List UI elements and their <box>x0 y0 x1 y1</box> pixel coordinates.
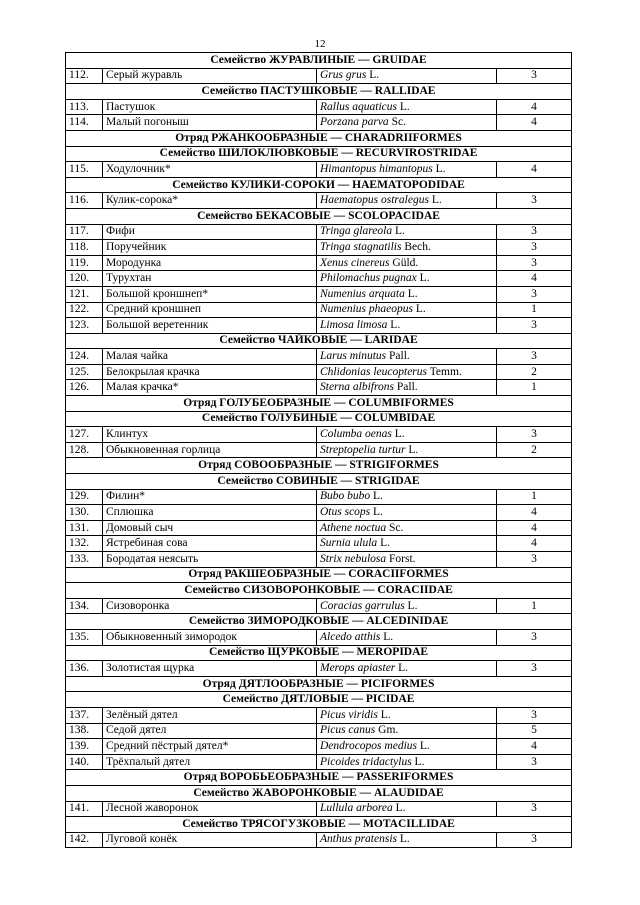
russian-name: Обыкновенный зимородок <box>103 629 317 645</box>
status-category: 3 <box>497 552 572 568</box>
latin-name: Strix nebulosa <box>320 552 387 565</box>
taxon-header-row <box>66 676 572 692</box>
latin-name: Lullula arborea <box>320 802 393 815</box>
latin-name: Picoides tridactylus <box>320 755 412 768</box>
latin-name-cell <box>317 240 497 256</box>
taxon-header: Семейство ЧАЙКОВЫЕ — LARIDAE <box>66 333 572 349</box>
species-row <box>66 520 572 536</box>
species-row <box>66 318 572 334</box>
species-number: 139. <box>66 739 103 755</box>
species-row <box>66 255 572 271</box>
russian-name: Малая чайка <box>103 349 317 365</box>
taxon-header: Семейство СИЗОВОРОНКОВЫЕ — CORACIIDAE <box>66 583 572 599</box>
russian-name: Фифи <box>103 224 317 240</box>
species-row <box>66 552 572 568</box>
species-row <box>66 349 572 365</box>
taxon-author: Sc. <box>391 116 406 129</box>
latin-name-cell <box>317 723 497 739</box>
taxon-header-row <box>66 177 572 193</box>
taxon-author: Forst. <box>389 552 416 565</box>
latin-name-cell <box>317 99 497 115</box>
taxon-author: L. <box>435 162 446 175</box>
latin-name: Picus viridis <box>320 708 378 721</box>
species-number: 123. <box>66 318 103 334</box>
taxon-header: Семейство ТРЯСОГУЗКОВЫЕ — MOTACILLIDAE <box>66 817 572 833</box>
species-row <box>66 707 572 723</box>
taxon-header: Семейство ЩУРКОВЫЕ — MEROPIDAE <box>66 645 572 661</box>
taxon-header-row <box>66 208 572 224</box>
species-table-body <box>66 53 572 848</box>
latin-name-cell <box>317 318 497 334</box>
taxon-header: Отряд РАКШЕОБРАЗНЫЕ — CORACIIFORMES <box>66 567 572 583</box>
russian-name: Поручейник <box>103 240 317 256</box>
taxon-header-row <box>66 396 572 412</box>
taxon-author: Temm. <box>429 365 462 378</box>
status-category: 1 <box>497 302 572 318</box>
species-row <box>66 302 572 318</box>
latin-name-cell <box>317 302 497 318</box>
russian-name: Белокрылая крачка <box>103 364 317 380</box>
status-category: 3 <box>497 661 572 677</box>
status-category: 3 <box>497 224 572 240</box>
status-category: 3 <box>497 754 572 770</box>
russian-name: Кулик-сорока* <box>103 193 317 209</box>
status-category: 3 <box>497 832 572 848</box>
status-category: 4 <box>497 271 572 287</box>
species-row <box>66 661 572 677</box>
latin-name: Dendrocopos medius <box>320 739 417 752</box>
latin-name-cell <box>317 739 497 755</box>
species-number: 116. <box>66 193 103 209</box>
russian-name: Домовый сыч <box>103 520 317 536</box>
species-row <box>66 380 572 396</box>
status-category: 1 <box>497 598 572 614</box>
taxon-author: L. <box>398 661 409 674</box>
taxon-header-row <box>66 770 572 786</box>
species-row <box>66 193 572 209</box>
latin-name-cell <box>317 380 497 396</box>
latin-name: Tringa glareola <box>320 225 393 238</box>
russian-name: Трёхпалый дятел <box>103 754 317 770</box>
species-number: 122. <box>66 302 103 318</box>
status-category: 5 <box>497 723 572 739</box>
latin-name-cell <box>317 707 497 723</box>
taxon-header: Семейство ЗИМОРОДКОВЫЕ — ALCEDINIDAE <box>66 614 572 630</box>
status-category: 2 <box>497 442 572 458</box>
russian-name: Ястребиная сова <box>103 536 317 552</box>
latin-name: Otus scops <box>320 506 371 519</box>
russian-name: Золотистая щурка <box>103 661 317 677</box>
latin-name-cell <box>317 162 497 178</box>
taxon-header: Семейство ГОЛУБИНЫЕ — COLUMBIDAE <box>66 411 572 427</box>
species-number: 134. <box>66 598 103 614</box>
latin-name: Streptopelia turtur <box>320 443 406 456</box>
taxon-author: L. <box>373 490 383 503</box>
taxon-header-row <box>66 692 572 708</box>
latin-name-cell <box>317 754 497 770</box>
taxon-author: L. <box>395 802 406 815</box>
status-category: 4 <box>497 536 572 552</box>
taxon-header-row <box>66 567 572 583</box>
taxon-author: Pall. <box>396 381 418 394</box>
status-category: 3 <box>497 286 572 302</box>
taxon-header: Семейство СОВИНЫЕ — STRIGIDAE <box>66 474 572 490</box>
russian-name: Большой кроншнеп* <box>103 286 317 302</box>
species-row <box>66 536 572 552</box>
latin-name: Athene noctua <box>320 521 387 534</box>
russian-name: Бородатая неясыть <box>103 552 317 568</box>
status-category: 3 <box>497 318 572 334</box>
taxon-header-row <box>66 474 572 490</box>
species-number: 121. <box>66 286 103 302</box>
latin-name: Coracias garrulus <box>320 599 405 612</box>
species-row <box>66 286 572 302</box>
taxon-author: L. <box>419 272 430 285</box>
latin-name: Limosa limosa <box>320 318 388 331</box>
latin-name: Haematopus ostralegus <box>320 194 429 207</box>
latin-name: Xenus cinereus <box>320 256 390 269</box>
taxon-header-row <box>66 645 572 661</box>
latin-name: Bubo bubo <box>320 490 371 503</box>
species-number: 142. <box>66 832 103 848</box>
latin-name-cell <box>317 536 497 552</box>
taxon-author: Sc. <box>388 521 404 534</box>
taxon-author: Pall. <box>389 350 410 363</box>
russian-name: Ходулочник* <box>103 162 317 178</box>
latin-name-cell <box>317 442 497 458</box>
russian-name: Мородунка <box>103 255 317 271</box>
species-number: 140. <box>66 754 103 770</box>
russian-name: Малый погоныш <box>103 115 317 131</box>
taxon-author: L. <box>369 69 380 82</box>
taxon-header-row <box>66 146 572 162</box>
species-row <box>66 271 572 287</box>
species-row <box>66 739 572 755</box>
species-row <box>66 240 572 256</box>
species-number: 136. <box>66 661 103 677</box>
russian-name: Клинтух <box>103 427 317 443</box>
latin-name: Sterna albifrons <box>320 381 395 394</box>
latin-name: Picus canus <box>320 724 376 737</box>
status-category: 1 <box>497 380 572 396</box>
species-number: 114. <box>66 115 103 131</box>
taxon-header: Семейство КУЛИКИ-СОРОКИ — HAEMATOPODIDAE <box>66 177 572 193</box>
taxon-author: L. <box>415 303 426 316</box>
taxon-author: L. <box>390 318 401 331</box>
russian-name: Лесной жаворонок <box>103 801 317 817</box>
taxon-author: L. <box>394 225 405 238</box>
taxon-header-row <box>66 53 572 69</box>
status-category: 4 <box>497 99 572 115</box>
latin-name-cell <box>317 286 497 302</box>
species-number: 141. <box>66 801 103 817</box>
latin-name-cell <box>317 520 497 536</box>
species-number: 126. <box>66 380 103 396</box>
species-number: 112. <box>66 68 103 84</box>
status-category: 1 <box>497 489 572 505</box>
taxon-author: L. <box>408 443 419 456</box>
taxon-header-row <box>66 333 572 349</box>
status-category: 3 <box>497 629 572 645</box>
taxon-author: L. <box>373 506 383 519</box>
russian-name: Сизоворонка <box>103 598 317 614</box>
species-row <box>66 162 572 178</box>
species-number: 138. <box>66 723 103 739</box>
status-category: 3 <box>497 68 572 84</box>
species-row <box>66 505 572 521</box>
species-row <box>66 598 572 614</box>
russian-name: Большой веретенник <box>103 318 317 334</box>
status-category: 4 <box>497 739 572 755</box>
taxon-header: Семейство ДЯТЛОВЫЕ — PICIDAE <box>66 692 572 708</box>
latin-name-cell <box>317 349 497 365</box>
taxon-header-row <box>66 458 572 474</box>
species-number: 124. <box>66 349 103 365</box>
latin-name: Tringa stagnatilis <box>320 240 402 253</box>
taxon-header-row <box>66 614 572 630</box>
status-category: 3 <box>497 707 572 723</box>
status-category: 3 <box>497 801 572 817</box>
taxon-header: Отряд ВОРОБЬЕОБРАЗНЫЕ — PASSERIFORMES <box>66 770 572 786</box>
taxon-author: L. <box>407 599 418 612</box>
species-number: 129. <box>66 489 103 505</box>
species-row <box>66 364 572 380</box>
latin-name: Chlidonias leucopterus <box>320 365 428 378</box>
taxon-header: Отряд ГОЛУБЕОБРАЗНЫЕ — COLUMBIFORMES <box>66 396 572 412</box>
taxon-header: Отряд РЖАНКООБРАЗНЫЕ — CHARADRIIFORMES <box>66 130 572 146</box>
status-category: 3 <box>497 255 572 271</box>
russian-name: Средний пёстрый дятел* <box>103 739 317 755</box>
latin-name: Philomachus pugnax <box>320 272 417 285</box>
species-row <box>66 723 572 739</box>
taxon-header-row <box>66 817 572 833</box>
taxon-header: Семейство ЖУРАВЛИНЫЕ — GRUIDAE <box>66 53 572 69</box>
latin-name: Rallus aquaticus <box>320 100 397 113</box>
russian-name: Турухтан <box>103 271 317 287</box>
latin-name: Numenius phaeopus <box>320 303 413 316</box>
taxon-header-row <box>66 583 572 599</box>
taxon-author: L. <box>414 755 425 768</box>
russian-name: Филин* <box>103 489 317 505</box>
taxon-header-row <box>66 785 572 801</box>
russian-name: Пастушок <box>103 99 317 115</box>
taxon-header: Семейство БЕКАСОВЫЕ — SCOLOPACIDAE <box>66 208 572 224</box>
status-category: 4 <box>497 162 572 178</box>
taxon-header: Семейство ПАСТУШКОВЫЕ — RALLIDAE <box>66 84 572 100</box>
status-category: 2 <box>497 364 572 380</box>
species-row <box>66 115 572 131</box>
status-category: 3 <box>497 240 572 256</box>
latin-name-cell <box>317 427 497 443</box>
latin-name-cell <box>317 832 497 848</box>
taxon-author: L. <box>383 630 394 643</box>
latin-name-cell <box>317 598 497 614</box>
status-category: 3 <box>497 193 572 209</box>
species-row <box>66 224 572 240</box>
species-number: 125. <box>66 364 103 380</box>
species-row <box>66 99 572 115</box>
species-number: 131. <box>66 520 103 536</box>
latin-name-cell <box>317 271 497 287</box>
taxon-header-row <box>66 84 572 100</box>
species-number: 117. <box>66 224 103 240</box>
species-number: 119. <box>66 255 103 271</box>
russian-name: Средний кроншнеп <box>103 302 317 318</box>
species-row <box>66 754 572 770</box>
latin-name: Surnia ulula <box>320 537 378 550</box>
latin-name: Numenius arquata <box>320 287 405 300</box>
status-category: 3 <box>497 349 572 365</box>
latin-name-cell <box>317 193 497 209</box>
species-number: 118. <box>66 240 103 256</box>
taxon-author: L. <box>399 833 410 846</box>
taxon-author: L. <box>419 739 430 752</box>
status-category: 3 <box>497 427 572 443</box>
latin-name-cell <box>317 364 497 380</box>
latin-name: Columba oenas <box>320 428 392 441</box>
species-table <box>65 52 572 848</box>
latin-name-cell <box>317 505 497 521</box>
latin-name-cell <box>317 801 497 817</box>
species-number: 132. <box>66 536 103 552</box>
latin-name: Alcedo atthis <box>320 630 381 643</box>
status-category: 4 <box>497 505 572 521</box>
species-row <box>66 801 572 817</box>
taxon-header: Семейство ЖАВОРОНКОВЫЕ — ALAUDIDAE <box>66 785 572 801</box>
taxon-author: L. <box>394 428 405 441</box>
species-row <box>66 489 572 505</box>
russian-name: Малая крачка* <box>103 380 317 396</box>
species-number: 120. <box>66 271 103 287</box>
latin-name: Anthus pratensis <box>320 833 397 846</box>
latin-name: Merops apiaster <box>320 661 396 674</box>
taxon-header: Семейство ШИЛОКЛЮВКОВЫЕ — RECURVIROSTRIDAE <box>66 146 572 162</box>
species-number: 135. <box>66 629 103 645</box>
taxon-author: Gm. <box>378 724 399 737</box>
taxon-author: Bech. <box>404 240 431 253</box>
latin-name: Grus grus <box>320 69 367 82</box>
species-row <box>66 832 572 848</box>
species-number: 130. <box>66 505 103 521</box>
species-number: 133. <box>66 552 103 568</box>
species-number: 127. <box>66 427 103 443</box>
species-row <box>66 629 572 645</box>
page-number: 12 <box>314 38 326 50</box>
taxon-author: L. <box>407 287 418 300</box>
species-number: 113. <box>66 99 103 115</box>
taxon-header: Отряд СОВООБРАЗНЫЕ — STRIGIFORMES <box>66 458 572 474</box>
species-row <box>66 68 572 84</box>
russian-name: Обыкновенная горлица <box>103 442 317 458</box>
status-category: 4 <box>497 520 572 536</box>
russian-name: Серый журавль <box>103 68 317 84</box>
species-row <box>66 427 572 443</box>
russian-name: Зелёный дятел <box>103 707 317 723</box>
latin-name: Himantopus himantopus <box>320 162 433 175</box>
latin-name-cell <box>317 552 497 568</box>
taxon-header-row <box>66 130 572 146</box>
latin-name-cell <box>317 629 497 645</box>
taxon-header: Отряд ДЯТЛООБРАЗНЫЕ — PICIFORMES <box>66 676 572 692</box>
russian-name: Седой дятел <box>103 723 317 739</box>
latin-name: Larus minutus <box>320 350 387 363</box>
latin-name: Porzana parva <box>320 116 389 129</box>
latin-name-cell <box>317 255 497 271</box>
species-number: 137. <box>66 707 103 723</box>
latin-name-cell <box>317 68 497 84</box>
latin-name-cell <box>317 115 497 131</box>
taxon-header-row <box>66 411 572 427</box>
taxon-author: L. <box>380 708 391 721</box>
russian-name: Сплюшка <box>103 505 317 521</box>
species-number: 128. <box>66 442 103 458</box>
status-category: 4 <box>497 115 572 131</box>
species-number: 115. <box>66 162 103 178</box>
taxon-author: L. <box>380 537 390 550</box>
latin-name-cell <box>317 224 497 240</box>
russian-name: Луговой конёк <box>103 832 317 848</box>
latin-name-cell <box>317 661 497 677</box>
species-row <box>66 442 572 458</box>
taxon-author: L. <box>431 194 442 207</box>
taxon-author: L. <box>399 100 410 113</box>
latin-name-cell <box>317 489 497 505</box>
taxon-author: Güld. <box>392 256 419 269</box>
